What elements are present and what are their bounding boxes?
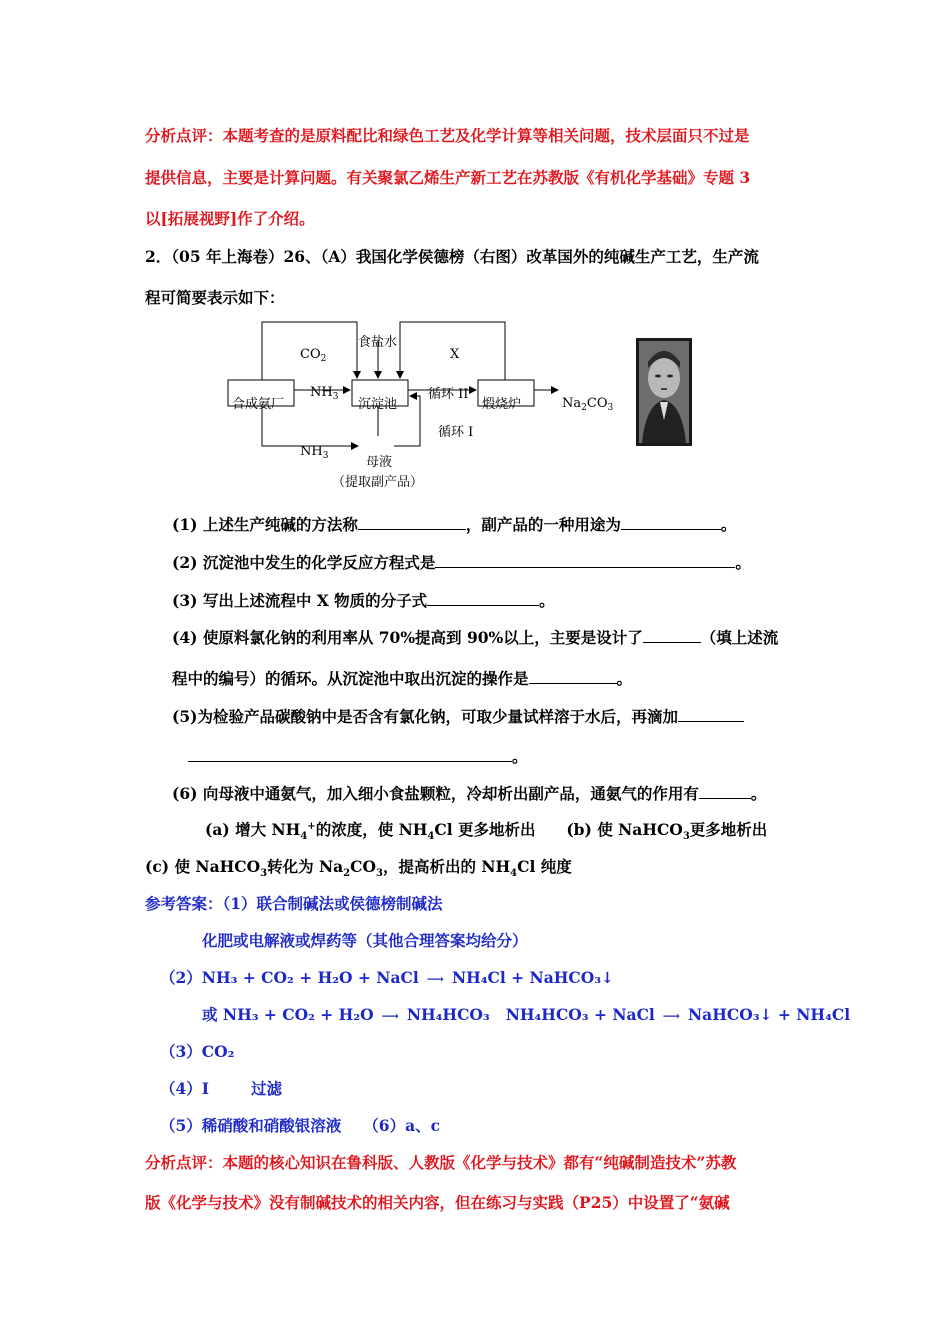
answer-1b: 化肥或电解液或焊药等（其他合理答案均给分） [202,931,528,950]
answer-2b: 或 NH₃ + CO₂ + H₂O ⟶ NH₄HCO₃ NH₄HCO₃ + NaCl ⟶ NaHCO₃↓ + NH₄Cl [202,1005,851,1024]
label-nh3: $NH_3$ [310,385,339,402]
label-byproduct: （提取副产品） [332,475,424,490]
label-mother-liquor: 母液 [366,455,393,470]
option-a-b: (a) 增大 $NH_4^+$的浓度，使 $NH_4Cl$ 更多地析出 (b) 使 NaHCO$_3$更多地析出 [205,820,768,843]
question-6: (6) 向母液中通氨气，加入细小食盐颗粒，冷却析出副产品，通氨气的作用有 。 [172,784,767,803]
label-product: $Na_2CO_3$ [562,396,614,413]
intro-line-2: 提供信息，主要是计算问题。有关聚氯乙烯生产新工艺在苏教版《有机化学基础》专题 3 [145,168,751,187]
question-4-cont: 程中的编号）的循环。从沉淀池中取出沉淀的操作是 。 [172,669,633,688]
label-x: X [450,347,460,362]
answer-1: 参考答案：（1）联合制碱法或侯德榜制碱法 [145,894,443,913]
answer-5-6: （5）稀硝酸和硝酸银溶液 （6）a、c [160,1116,441,1135]
intro-line-1: 分析点评：本题考查的是原料配比和绿色工艺及化学计算等相关问题，技术层面只不过是 [145,126,750,145]
label-settling-tank: 沉淀池 [358,397,398,412]
question-4: (4) 使原料氯化钠的利用率从 70%提高到 90%以上，主要是设计了 （填上述流 [172,628,779,647]
label-co2: $CO_2$ [300,347,327,364]
portrait-photo [636,338,692,446]
intro-line-3: 以[拓展视野]作了介绍。 [145,209,315,228]
review-line-1: 分析点评：本题的核心知识在鲁科版、人教版《化学与技术》都有“纯碱制造技术”苏教 [145,1153,737,1172]
answer-4: （4）I 过滤 [160,1079,283,1098]
label-cycle-i: 循环 I [438,425,474,440]
question-1: (1) 上述生产纯碱的方法称 ，副产品的一种用途为 。 [172,515,737,534]
question-5: (5)为检验产品碳酸钠中是否含有氯化钠，可取少量试样溶于水后，再滴加 [172,705,744,727]
question-5-cont: 。 [188,745,528,767]
label-cycle-ii: 循环 II [428,387,469,402]
process-flow-diagram [220,318,620,498]
label-salt-water: 食盐水 [358,335,398,350]
review-line-2: 版《化学与技术》没有制碱技术的相关内容，但在练习与实践（P25）中设置了“氨碱 [145,1193,730,1212]
option-c: (c) 使 NaHCO$_3$转化为 $Na_2CO_3$，提高析出的 $NH_4Cl$ 纯度 [145,857,572,880]
question-heading: 2．（05 年上海卷）26、（A）我国化学侯德榜（右图）改革国外的纯碱生产工艺，生产流 [145,247,759,266]
label-furnace: 煅烧炉 [482,397,522,412]
question-3: (3) 写出上述流程中 X 物质的分子式 。 [172,591,555,610]
label-nh3-lower: $NH_3$ [300,444,329,461]
label-synthesis-plant: 合成氨厂 [232,397,285,412]
answer-2: （2）NH₃ + CO₂ + H₂O + NaCl ⟶ NH₄Cl + NaHCO₃↓ [160,968,615,987]
answer-3: （3）CO₂ [160,1042,235,1061]
question-2: (2) 沉淀池中发生的化学反应方程式是 。 [172,553,751,572]
question-heading-2: 程可简要表示如下： [145,288,285,307]
